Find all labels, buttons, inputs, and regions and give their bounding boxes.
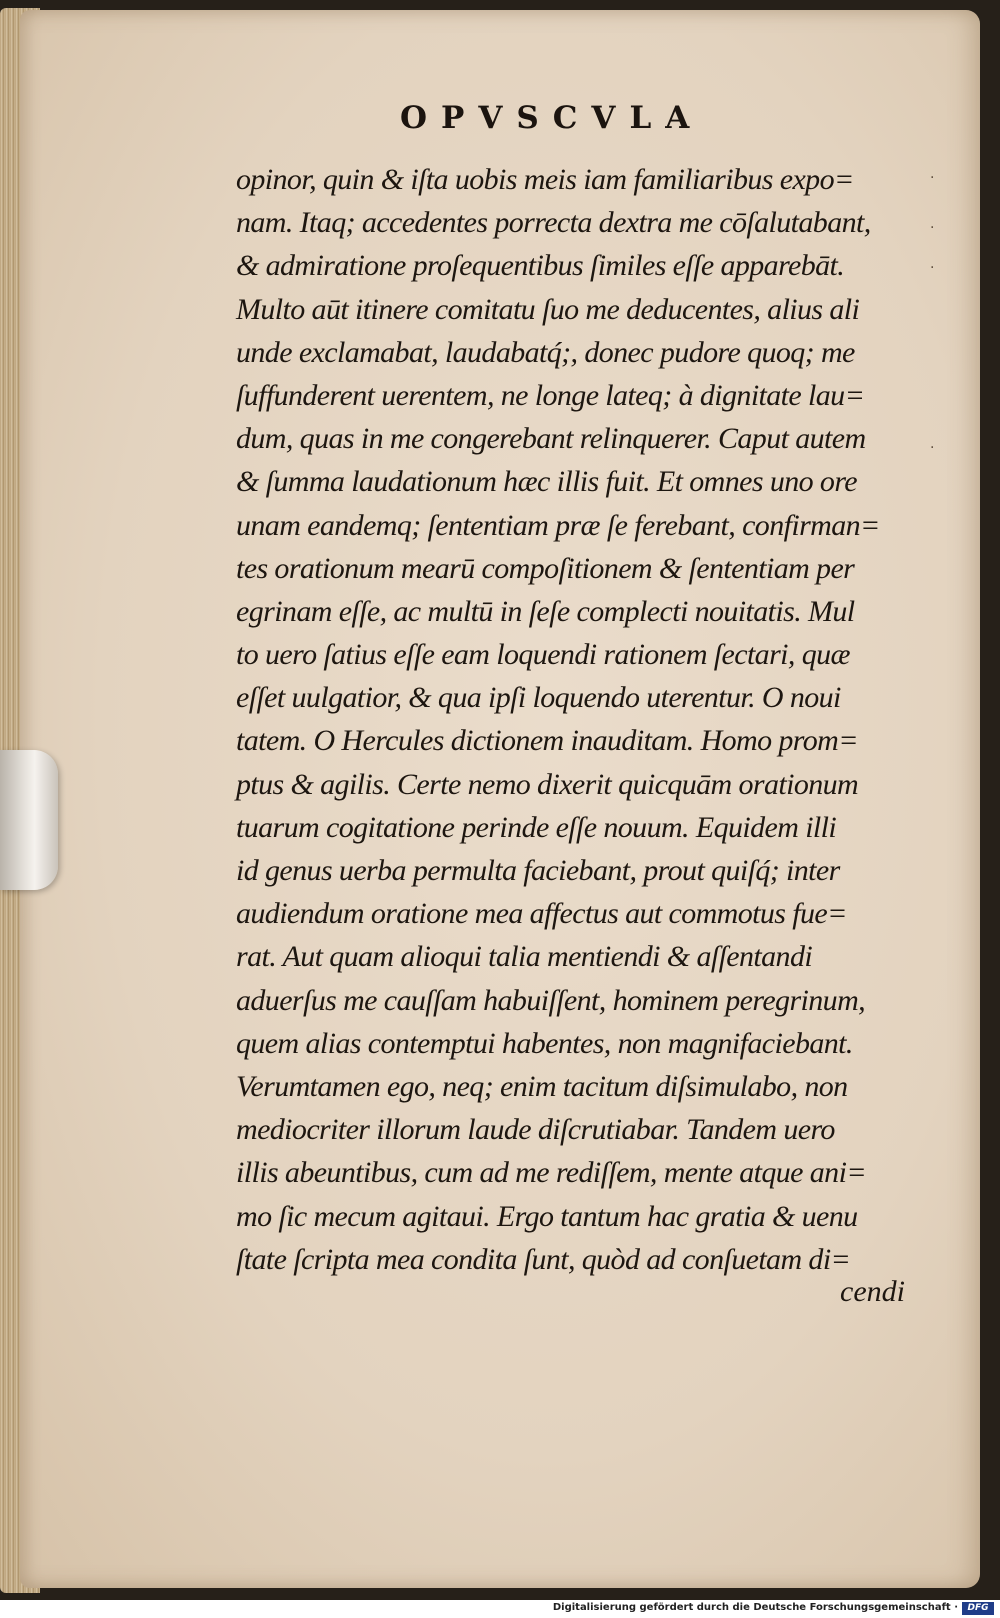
text-line: tes orationum mearū compoſitionem & ſententiam per [236,551,855,585]
text-line: tatem. O Hercules dictionem inauditam. Homo prom= [236,724,858,758]
text-line: ſuffunderent uerentem, ne longe lateq; à dignitate lau= [236,378,865,412]
text-line: nam. Itaq; accedentes porrecta dextra me cōſalutabant, [236,206,871,240]
text-line: rat. Aut quam alioqui talia mentiendi & aſſentandi [236,940,813,974]
text-line: audiendum oratione mea affectus aut commotus fue= [236,897,847,931]
margin-mark: · [930,260,935,276]
margin-mark: · [930,170,935,186]
text-line: opinor, quin & iſta uobis meis iam familiaribus expo= [236,163,854,196]
text-line: eſſet uulgatior, & qua ipſi loquendo uterentur. O noui [236,681,841,715]
margin-mark: · [930,440,935,456]
dfg-logo: DFG [962,1602,994,1615]
text-line: & admiratione proſequentibus ſimiles eſſe apparebāt. [236,249,845,283]
margin-marks [930,170,960,730]
text-line: ſtate ſcripta mea condita ſunt, quòd ad conſuetam di= [236,1242,851,1276]
text-line: egrinam eſſe, ac multū in ſeſe complecti nouitatis. Mul [236,594,855,628]
text-line: Multo aūt itinere comitatu ſuo me deducentes, alius ali [236,292,860,326]
catchword: cendi [840,1275,905,1308]
text-line: mo ſic mecum agitaui. Ergo tantum hac gratia & uenu [236,1199,858,1233]
body-text [236,158,916,1281]
text-line: aduerſus me cauſſam habuiſſent, hominem peregrinum, [236,983,866,1017]
footer-credit: Digitalisierung gefördert durch die Deutsche Forschungsgemeinschaft · [552,1602,958,1613]
text-line: tuarum cogitatione perinde eſſe nouum. Equidem illi [236,810,837,844]
text-line: ptus & agilis. Certe nemo dixerit quicquām orationum [236,767,859,801]
footer-bar [0,1600,1000,1618]
page-clip [0,750,58,890]
text-line: & ſumma laudationum hæc illis fuit. Et omnes uno ore [236,465,858,499]
text-line: unam eandemq; ſententiam præ ſe ferebant, confirman= [236,508,880,542]
margin-mark: · [930,220,935,236]
text-line: to uero ſatius eſſe eam loquendi rationem ſectari, quæ [236,638,850,672]
text-line: Verumtamen ego, neq; enim tacitum diſsimulabo, non [236,1069,848,1103]
text-line: id genus uerba permulta faciebant, prout quiſq́; inter [236,854,840,887]
text-line: mediocriter illorum laude diſcrutiabar. Tandem uero [236,1113,835,1147]
text-line: quem alias contemptui habentes, non magnifaciebant. [236,1026,853,1060]
running-title: OPVSCVLA [400,100,704,136]
text-line: dum, quas in me congerebant relinquerer. Caput autem [236,422,866,456]
text-line: illis abeuntibus, cum ad me rediſſem, mente atque ani= [236,1156,866,1190]
text-line: unde exclamabat, laudabatq́;, donec pudore quoq; me [236,335,855,369]
